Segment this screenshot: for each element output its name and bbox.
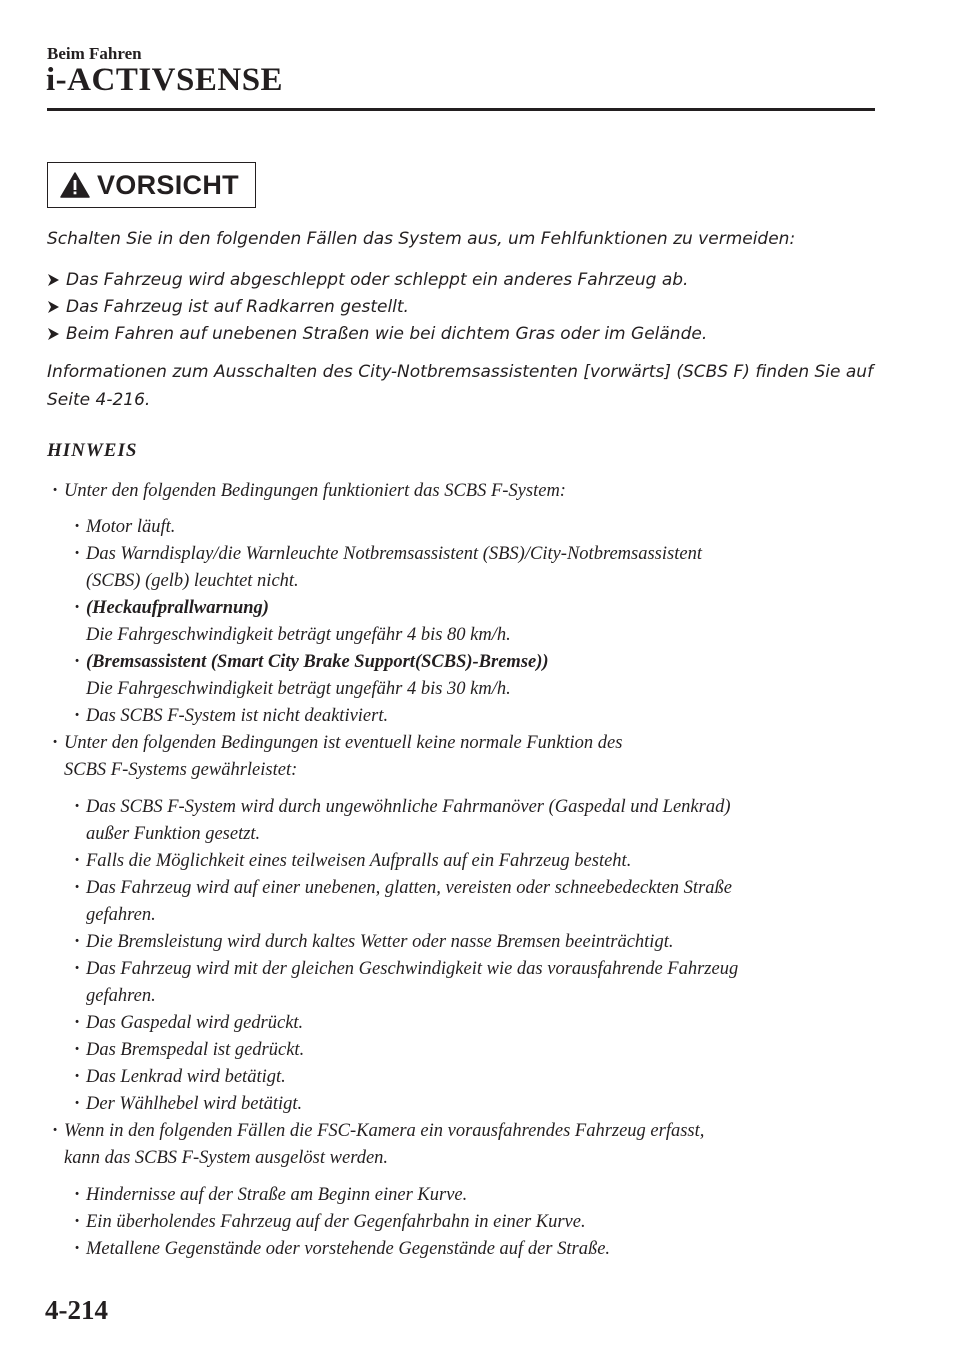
- note-subitem: [74, 929, 674, 956]
- note-subitem-cont: gefahren.: [86, 986, 156, 1006]
- note-subitem-cont: gefahren.: [86, 905, 156, 925]
- note-subitem: [74, 541, 702, 568]
- note-subitem: [74, 1037, 305, 1064]
- note-subitem: [74, 649, 549, 676]
- bullet-icon: ·: [74, 517, 81, 537]
- note-subitem: [74, 1209, 586, 1236]
- note-subitem: [74, 956, 739, 983]
- note-item: [52, 730, 623, 757]
- note-subitem-text: Das Warndisplay/die Warnleuchte Notbremsassistent (SBS)/City-Notbremsassistent: [86, 544, 702, 564]
- note-item-cont: kann das SCBS F-System ausgelöst werden.: [64, 1148, 389, 1168]
- note-subitem-text: Ein überholendes Fahrzeug auf der Gegenfahrbahn in einer Kurve.: [86, 1212, 586, 1232]
- caution-item: [47, 293, 707, 320]
- note-subitem: [74, 1010, 304, 1037]
- caution-intro: Schalten Sie in den folgenden Fällen das System aus, um Fehlfunktionen zu vermeiden:: [47, 229, 796, 249]
- bullet-icon: ·: [74, 1185, 81, 1205]
- bullet-icon: ·: [74, 1212, 81, 1232]
- note-subitem-cont: Die Fahrgeschwindigkeit beträgt ungefähr 4 bis 30 km/h.: [86, 679, 511, 699]
- note-subitem: [74, 514, 176, 541]
- note-subitem-text: Motor läuft.: [86, 517, 176, 537]
- caution-banner: [47, 162, 256, 208]
- warning-triangle-icon: [60, 172, 90, 198]
- caution-item-text: Das Fahrzeug wird abgeschleppt oder schleppt ein anderes Fahrzeug ab.: [66, 269, 689, 290]
- note-item: [52, 1118, 705, 1145]
- bullet-icon: ·: [74, 652, 81, 672]
- note-text: Wenn in den folgenden Fällen die FSC-Kamera ein vorausfahrendes Fahrzeug erfasst,: [64, 1121, 705, 1141]
- bullet-icon: ·: [52, 1121, 59, 1141]
- note-subitem-text: Hindernisse auf der Straße am Beginn einer Kurve.: [86, 1185, 468, 1205]
- note-item: [52, 478, 566, 505]
- bullet-icon: ·: [74, 598, 81, 618]
- arrow-right-icon: [47, 300, 60, 314]
- note-subitem-text: Falls die Möglichkeit eines teilweisen Aufpralls auf ein Fahrzeug besteht.: [86, 851, 632, 871]
- caution-title: VORSICHT: [97, 169, 239, 200]
- bullet-icon: ·: [74, 878, 81, 898]
- bullet-icon: ·: [74, 851, 81, 871]
- note-text: Unter den folgenden Bedingungen ist eventuell keine normale Funktion des: [64, 733, 623, 753]
- note-subitem: [74, 595, 269, 622]
- note-subitem-text: Das SCBS F-System ist nicht deaktiviert.: [86, 706, 389, 726]
- caution-item: [47, 266, 707, 293]
- page-number: 4-214: [45, 1295, 108, 1325]
- note-subitem-cont: Die Fahrgeschwindigkeit beträgt ungefähr 4 bis 80 km/h.: [86, 625, 511, 645]
- bullet-icon: ·: [52, 733, 59, 753]
- caution-item-text: Beim Fahren auf unebenen Straßen wie bei dichtem Gras oder im Gelände.: [66, 323, 708, 344]
- note-subitem: [74, 794, 731, 821]
- arrow-right-icon: [47, 273, 60, 287]
- note-subitem-text: Das SCBS F-System wird durch ungewöhnliche Fahrmanöver (Gaspedal und Lenkrad): [86, 797, 731, 817]
- bullet-icon: ·: [74, 1040, 81, 1060]
- caution-item: [47, 320, 707, 347]
- note-subitem-cont: außer Funktion gesetzt.: [86, 824, 261, 844]
- bullet-icon: ·: [74, 959, 81, 979]
- note-subitem: [74, 1182, 468, 1209]
- note-subitem: [74, 848, 632, 875]
- bullet-icon: ·: [74, 932, 81, 952]
- note-text: Unter den folgenden Bedingungen funktioniert das SCBS F-System:: [64, 481, 566, 501]
- note-subitem-cont: (SCBS) (gelb) leuchtet nicht.: [86, 571, 299, 591]
- chapter-title: i-ACTIVSENSE: [46, 62, 284, 98]
- note-subitem: [74, 1064, 286, 1091]
- section-label: Beim Fahren: [47, 44, 142, 63]
- caution-list: [47, 266, 707, 347]
- arrow-right-icon: [47, 327, 60, 341]
- bullet-icon: ·: [74, 797, 81, 817]
- bullet-icon: ·: [74, 1094, 81, 1114]
- note-subitem: [74, 1236, 611, 1263]
- bullet-icon: ·: [52, 481, 59, 501]
- caution-info: Informationen zum Ausschalten des City-Notbremsassistenten [vorwärts] (SCBS F) finden Sie auf Seite 4-216.: [47, 362, 874, 410]
- note-subitem-text: Das Fahrzeug wird auf einer unebenen, glatten, vereisten oder schneebedeckten Straße: [86, 878, 732, 898]
- caution-item-text: Das Fahrzeug ist auf Radkarren gestellt.: [66, 296, 409, 317]
- note-subitem-text: Das Bremspedal ist gedrückt.: [86, 1040, 305, 1060]
- note-item-cont: SCBS F-Systems gewährleistet:: [64, 760, 298, 780]
- note-subitem: [74, 1091, 303, 1118]
- note-subitem-text: Das Fahrzeug wird mit der gleichen Geschwindigkeit wie das vorausfahrende Fahrzeug: [86, 959, 739, 979]
- note-subitem-text: Das Gaspedal wird gedrückt.: [86, 1013, 304, 1033]
- note-subitem: [74, 875, 732, 902]
- note-subitem-text: Der Wählhebel wird betätigt.: [86, 1094, 303, 1114]
- note-subitem-text: Metallene Gegenstände oder vorstehende Gegenstände auf der Straße.: [86, 1239, 611, 1259]
- note-subitem-text: Die Bremsleistung wird durch kaltes Wetter oder nasse Bremsen beeinträchtigt.: [86, 932, 674, 952]
- bullet-icon: ·: [74, 544, 81, 564]
- note-subitem-text: Das Lenkrad wird betätigt.: [86, 1067, 286, 1087]
- bullet-icon: ·: [74, 1067, 81, 1087]
- note-heading: HINWEIS: [47, 440, 138, 461]
- header-divider: [47, 108, 875, 111]
- bullet-icon: ·: [74, 706, 81, 726]
- note-subitem-heading: (Heckaufprallwarnung): [86, 598, 269, 618]
- note-subitem: [74, 703, 389, 730]
- bullet-icon: ·: [74, 1013, 81, 1033]
- note-subitem-heading: (Bremsassistent (Smart City Brake Support(SCBS)-Bremse)): [86, 652, 549, 672]
- bullet-icon: ·: [74, 1239, 81, 1259]
